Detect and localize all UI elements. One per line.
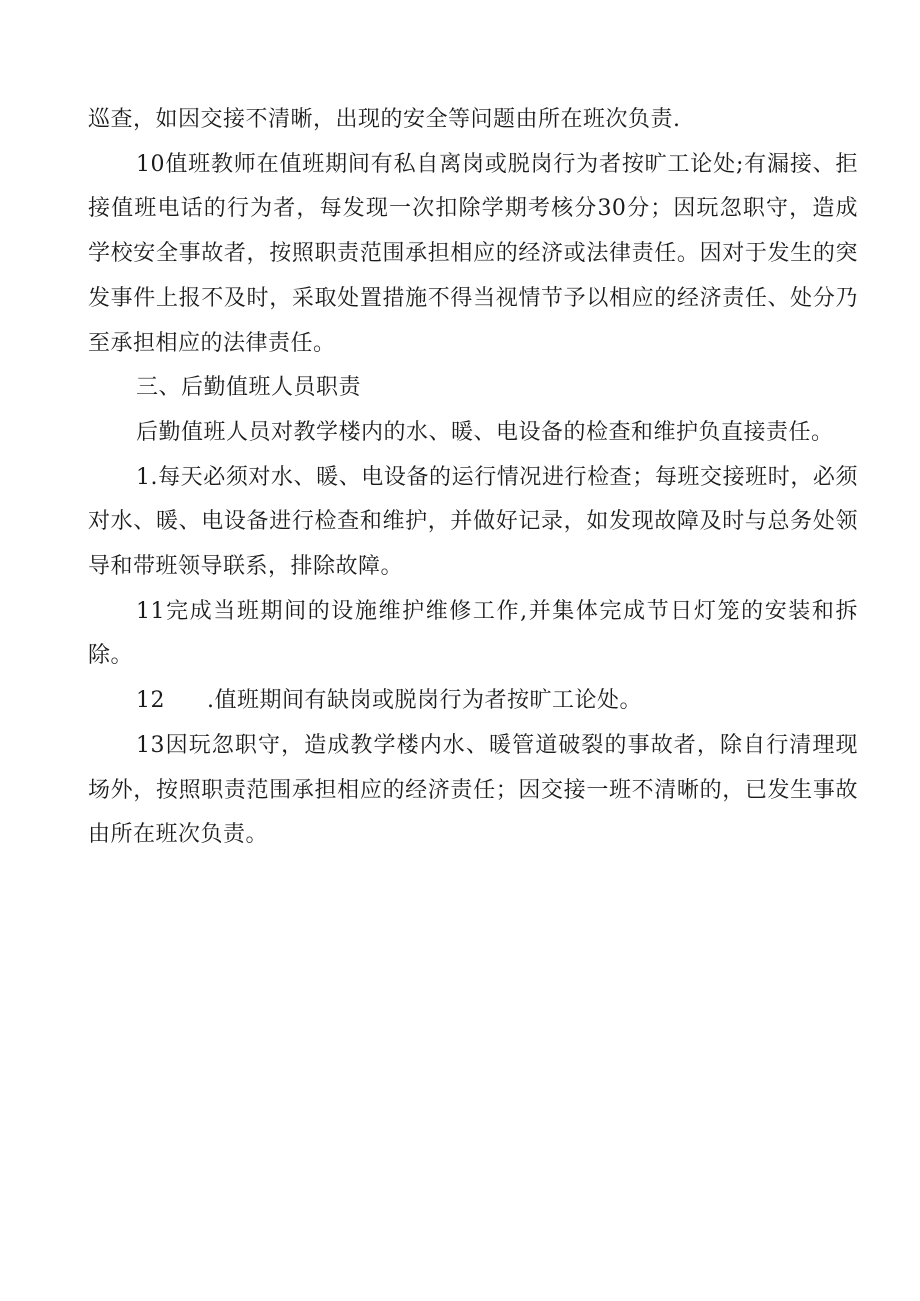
paragraph-logistics-intro: 后勤值班人员对教学楼内的水、暖、电设备的检查和维护负直接责任。: [136, 419, 834, 445]
paragraph-continuation: 巡查，如因交接不清晰，出现的安全等问题由所在班次负责.: [88, 107, 681, 132]
document-body: [88, 98, 858, 858]
paragraph-item-11: 11完成当班期间的设施维护维修工作,并集体完成节日灯笼的安装和拆除。: [88, 598, 858, 669]
paragraph-item-10: 10值班教师在值班期间有私自离岗或脱岗行为者按旷工论处;有漏接、拒接值班电话的行为者，每发现一次扣除学期考核分30分；因玩忽职守，造成学校安全事故者，按照职责范围承担相应的经济或法律责任。因对于发生的突发事件上报不及时，采取处置措施不得当视情节予以相应的经济责任、处分乃至承担相应的法律责任。: [88, 151, 858, 356]
paragraph-item-1: 1.每天必须对水、暖、电设备的运行情况进行检查；每班交接班时，必须对水、暖、电设备进行检查和维护，并做好记录，如发现故障及时与总务处领导和带班领导联系，排除故障。: [88, 464, 858, 580]
paragraph-item-12: [88, 679, 858, 724]
item-number: 12: [136, 688, 165, 714]
paragraph-item-13: 13因玩忽职守，造成教学楼内水、暖管道破裂的事故者，除自行清理现场外，按照职责范围承担相应的经济责任；因交接一班不清晰的，已发生事故由所在班次负责。: [88, 732, 858, 848]
section-heading-logistics-duty: 三、后勤值班人员职责: [136, 375, 362, 401]
item-text: .值班期间有缺岗或脱岗行为者按旷工论处。: [207, 688, 642, 714]
